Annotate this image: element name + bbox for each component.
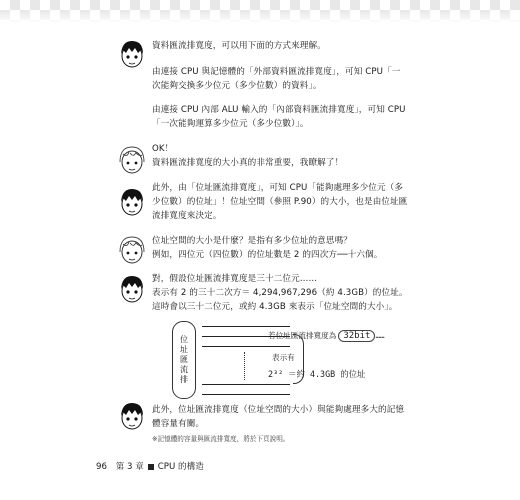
dialogue-line: 由連接 CPU 內部 ALU 輸入的「內部資料匯流排寬度」，可知 CPU [152, 105, 406, 115]
32bit-bubble: 32bit [338, 330, 375, 342]
dialogue-line: 資料匯流排寬度的大小真的非常重要，我瞭解了！ [152, 158, 344, 168]
chapter-title: CPU 的構造 [157, 462, 204, 472]
dark-hair-character-icon [117, 273, 147, 305]
dark-hair-character-icon [117, 400, 147, 432]
page-number: 96 [96, 462, 107, 472]
dialogue-line: 流排寬度來決定。 [152, 211, 222, 221]
page-footer [96, 460, 204, 472]
bus-line [202, 346, 290, 347]
dialogue-line: 這時會以三十二位元，或約 4.3GB 來表示「位址空間的大小」。 [152, 302, 398, 312]
dialogue-line: 少位數）的位址」！位址空間（參照 P.90）的大小，也是由位址匯 [152, 197, 408, 207]
dialogue-line: OK！ [152, 144, 174, 154]
dialogue-line: 此外，由「位址匯流排寬度」，可知 CPU「能夠處理多少位元（多 [152, 183, 404, 193]
light-hair-character-icon [117, 144, 147, 176]
dialogue-line: 例如，四位元（四位數）的位址數是 2 的四次方──十六個。 [152, 250, 383, 260]
dialogue-line: 資料匯流排寬度，可以用下面的方式來理解。 [152, 41, 326, 51]
header-fade [0, 10, 520, 24]
dialogue-line: 位址空間的大小是什麼？是指有多少位址的意思嗎？ [152, 236, 352, 246]
dialogue-line: 體容量有關。 [152, 419, 205, 429]
dialogue-line: 由連接 CPU 與記憶體的「外部資料匯流排寬度」，可知 CPU「一 [152, 67, 401, 77]
dialogue-line: 對，假設位址匯流排寬度是三十二位元…… [152, 274, 318, 284]
bus-line [202, 384, 290, 385]
note-line1: 若位址匯流排寬度為 32bit …… [268, 331, 385, 341]
chapter-label: 第 3 章 [115, 462, 144, 472]
address-bus-label: 位址匯流排 [172, 321, 196, 399]
dialogue-line: 次能夠交換多少位元（多少位數）的資料」。 [152, 81, 322, 91]
bus-ellipsis [244, 352, 245, 380]
dark-hair-character-icon [117, 38, 147, 70]
address-bus-diagram [160, 316, 430, 404]
dialogue-line: 「一次能夠運算多少位元（多少位數）」。 [152, 119, 309, 129]
bus-line [202, 326, 290, 327]
dialogue-line: 此外，位址匯流排寬度（位址空間的大小）與能夠處理多大的記憶 [152, 405, 405, 415]
footnote: ※記憶體的容量與匯流排寬度，將於下頁說明。 [152, 435, 290, 443]
bus-line [202, 394, 290, 395]
light-hair-character-icon [117, 234, 147, 266]
dialogue-line: 表示有 2 的三十二次方＝ 4,294,967,296（約 4.3GB）的位址。 [152, 288, 408, 298]
note-line2: 表示有 [272, 353, 295, 362]
dark-hair-character-icon [117, 186, 147, 218]
note-line3: 2³² ＝約 4.3GB 的位址 [268, 369, 366, 379]
square-icon [148, 464, 154, 470]
